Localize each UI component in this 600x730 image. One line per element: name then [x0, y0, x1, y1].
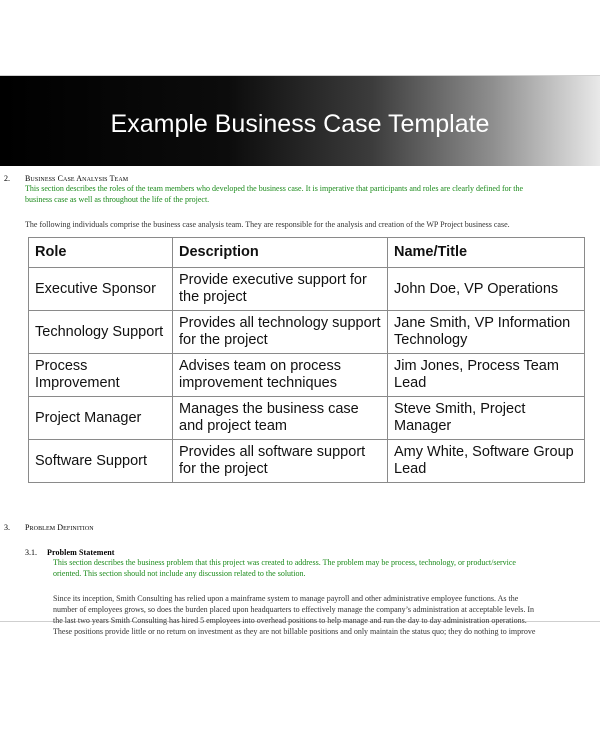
- cell-role: Process Improvement: [29, 354, 173, 397]
- cell-role: Software Support: [29, 440, 173, 483]
- section-2-intro-line: This section describes the roles of the team members who developed the business case. It is imperative that participants and roles are clearly defined for the: [25, 184, 524, 193]
- section-2-intro-line: business case as well as throughout the life of the project.: [25, 195, 210, 204]
- section-3-body: [53, 593, 598, 637]
- cell-description: Provide executive support for the project: [173, 268, 388, 311]
- table-row: [29, 268, 585, 311]
- section-3-body-line: number of employees grows, so does the burden placed upon headquarters to effectively manage the company’s administration at acceptable levels. In: [53, 605, 535, 614]
- subsection-3-1-number: 3.1.: [25, 548, 37, 557]
- section-3-heading: Problem Definition: [25, 523, 94, 532]
- section-2-lead: The following individuals comprise the business case analysis team. They are responsible for the analysis and creation of the WP Project business case.: [25, 220, 510, 229]
- table-row: [29, 311, 585, 354]
- cell-name-title: Jane Smith, VP Information Technology: [388, 311, 585, 354]
- header-description: Description: [173, 238, 388, 268]
- team-table: [28, 237, 585, 483]
- cell-role: Project Manager: [29, 397, 173, 440]
- section-3-number: 3.: [4, 523, 10, 532]
- table-header-row: [29, 238, 585, 268]
- section-3-intro: [53, 557, 598, 579]
- cell-name-title: John Doe, VP Operations: [388, 268, 585, 311]
- cell-role: Technology Support: [29, 311, 173, 354]
- section-2-intro: [25, 183, 595, 205]
- header-name-title: Name/Title: [388, 238, 585, 268]
- cell-name-title: Amy White, Software Group Lead: [388, 440, 585, 483]
- title-banner: [0, 76, 600, 166]
- section-2-number: 2.: [4, 174, 10, 183]
- cell-description: Provides all software support for the project: [173, 440, 388, 483]
- cell-description: Advises team on process improvement techniques: [173, 354, 388, 397]
- section-2-heading: Business Case Analysis Team: [25, 174, 129, 183]
- cell-description: Manages the business case and project team: [173, 397, 388, 440]
- section-3-intro-line: oriented. This section should not include any discussion related to the solution.: [53, 569, 306, 578]
- cell-description: Provides all technology support for the project: [173, 311, 388, 354]
- section-3-intro-line: This section describes the business problem that this project was created to address. The problem may be process, technology, or product/service: [53, 558, 516, 567]
- header-role: Role: [29, 238, 173, 268]
- cell-role: Executive Sponsor: [29, 268, 173, 311]
- table-row: [29, 354, 585, 397]
- cell-name-title: Jim Jones, Process Team Lead: [388, 354, 585, 397]
- section-3-body-line: the last two years Smith Consulting has hired 5 employees into overhead positions to help manage and run the day to day administration operations.: [53, 616, 527, 625]
- document-title: Example Business Case Template: [110, 110, 490, 138]
- table-row: [29, 397, 585, 440]
- section-3-body-line: These positions provide little or no return on investment as they are not billable positions and only maintain the status quo; they do nothing to improve: [53, 627, 536, 636]
- cell-name-title: Steve Smith, Project Manager: [388, 397, 585, 440]
- table-row: [29, 440, 585, 483]
- section-3-body-line: Since its inception, Smith Consulting has relied upon a mainframe system to manage payroll and other administrative employee functions. As the: [53, 594, 519, 603]
- subsection-3-1-heading: Problem Statement: [47, 548, 115, 557]
- document-page: [0, 75, 600, 636]
